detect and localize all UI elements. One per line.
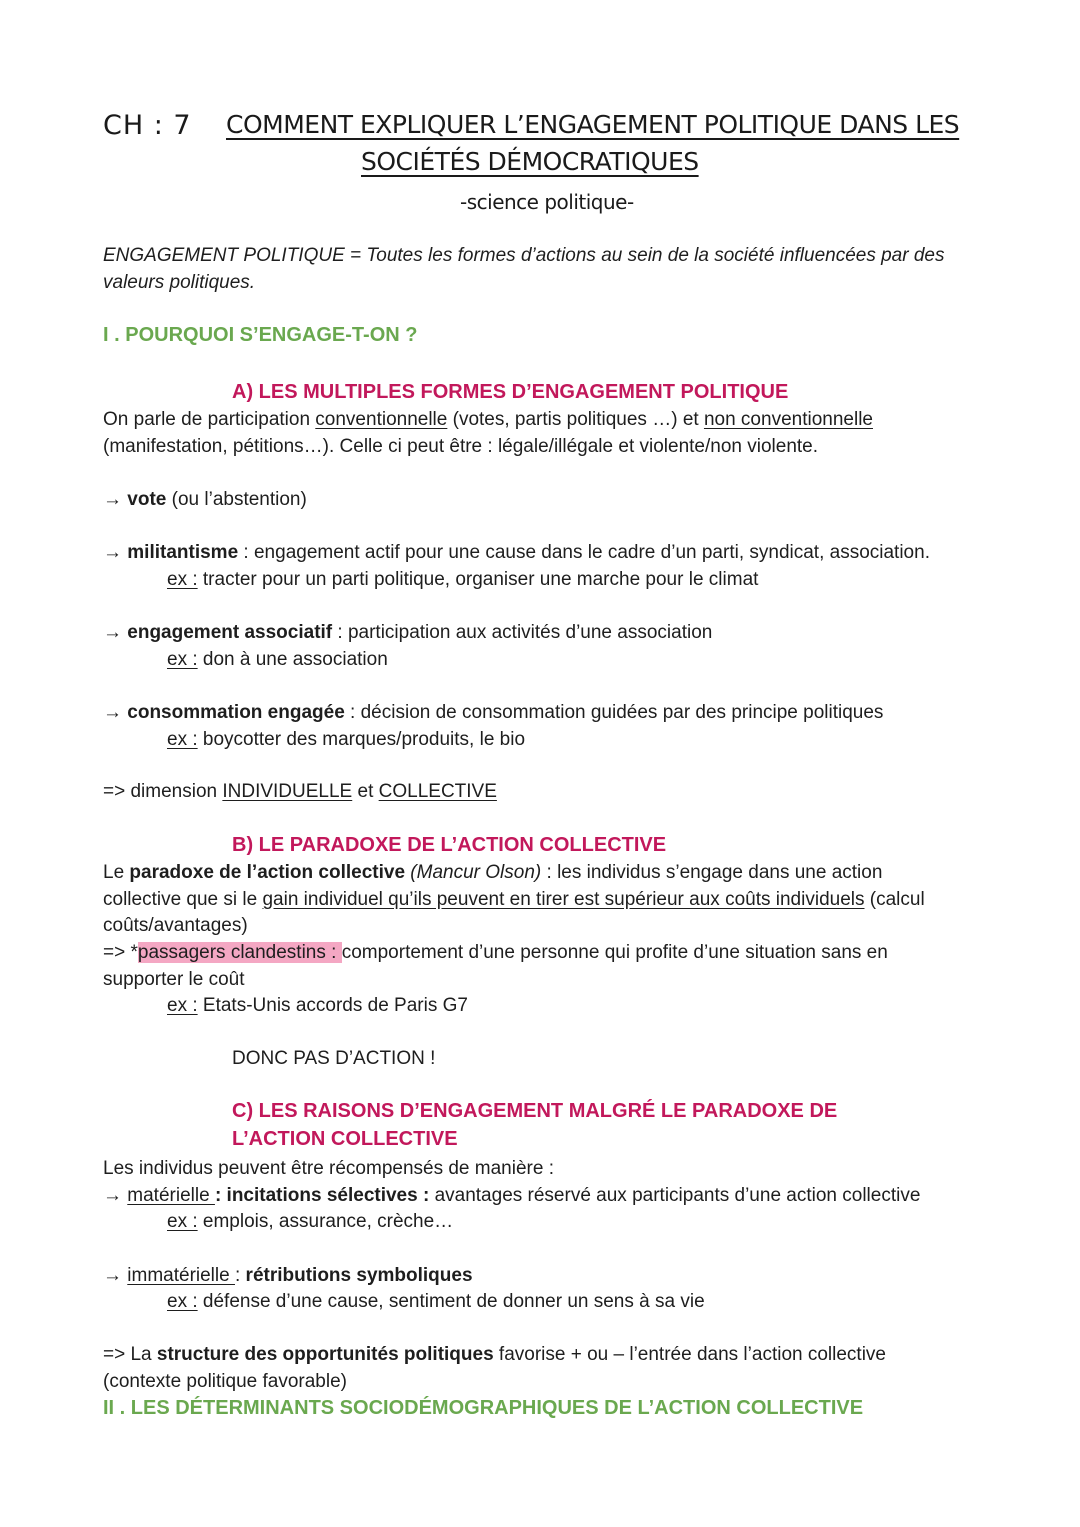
passagers-clandestins-line2: supporter le coût	[103, 969, 245, 990]
participation-paragraph-line1: On parle de participation conventionnelle (votes, partis politiques …) et non conventionnelle	[103, 409, 873, 430]
chapter-number: CH : 7	[103, 110, 192, 141]
arrow-icon: →	[103, 1185, 128, 1206]
chapter-title-line2: SOCIÉTÉS DÉMOCRATIQUES	[361, 147, 699, 176]
arrow-icon: →	[103, 489, 128, 510]
dimension-conclusion: => dimension INDIVIDUELLE et COLLECTIVE	[103, 781, 497, 802]
participation-paragraph-line2: (manifestation, pétitions…). Celle ci peut être : légale/illégale et violente/non violente.	[103, 436, 819, 457]
paradox-line3: coûts/avantages)	[103, 915, 248, 936]
subsection-c-heading-line2: L’ACTION COLLECTIVE	[232, 1128, 458, 1150]
arrow-icon: →	[103, 702, 128, 723]
definition-line2: valeurs politiques.	[103, 272, 256, 293]
example-militantisme: ex : tracter pour un parti politique, organiser une marche pour le climat	[167, 569, 759, 590]
chapter-subtitle: -science politique-	[460, 190, 634, 214]
subsection-a-heading: A) LES MULTIPLES FORMES D’ENGAGEMENT POLITIQUE	[232, 381, 789, 403]
passagers-clandestins-line: => *passagers clandestins : comportement d’une personne qui profite d’une situation sans en	[103, 942, 888, 963]
highlighted-term: passagers clandestins :	[137, 942, 342, 963]
list-item-immaterielle: → immatérielle : rétributions symboliques	[103, 1265, 473, 1286]
example-associatif: ex : don à une association	[167, 649, 388, 670]
list-item-materielle: → matérielle : incitations sélectives : avantages réservé aux participants d’une action collective	[103, 1185, 921, 1206]
section-1-heading: I . POURQUOI S’ENGAGE-T-ON ?	[103, 324, 418, 346]
section-2-heading: II . LES DÉTERMINANTS SOCIODÉMOGRAPHIQUES DE L’ACTION COLLECTIVE	[103, 1397, 864, 1419]
subsection-b-heading: B) LE PARADOXE DE L’ACTION COLLECTIVE	[232, 834, 667, 856]
list-item-vote: → vote (ou l’abstention)	[103, 489, 307, 510]
example-paradoxe: ex : Etats-Unis accords de Paris G7	[167, 995, 468, 1016]
paradox-conclusion: DONC PAS D’ACTION !	[232, 1048, 436, 1069]
arrow-icon: →	[103, 622, 128, 643]
chapter-title-line1: COMMENT EXPLIQUER L’ENGAGEMENT POLITIQUE DANS LES	[226, 110, 960, 139]
paradox-line1: Le paradoxe de l’action collective (Mancur Olson) : les individus s’engage dans une action	[103, 862, 883, 883]
list-item-engagement-associatif: → engagement associatif : participation aux activités d’une association	[103, 622, 713, 643]
example-consommation: ex : boycotter des marques/produits, le bio	[167, 729, 526, 750]
definition-line1: ENGAGEMENT POLITIQUE = Toutes les formes d’actions au sein de la société influencées par des	[103, 245, 945, 266]
list-item-consommation-engagee: → consommation engagée : décision de consommation guidées par des principe politiques	[103, 702, 884, 723]
example-materielle: ex : emplois, assurance, crèche…	[167, 1211, 454, 1232]
paradox-line2: collective que si le gain individuel qu’ils peuvent en tirer est supérieur aux coûts individuels (calcul	[103, 889, 925, 910]
rewards-intro: Les individus peuvent être récompensés de manière :	[103, 1158, 554, 1179]
example-immaterielle: ex : défense d’une cause, sentiment de donner un sens à sa vie	[167, 1291, 705, 1312]
arrow-icon: →	[103, 542, 128, 563]
opportunity-structure-line1: => La structure des opportunités politiques favorise + ou – l’entrée dans l’action collective	[103, 1344, 886, 1365]
opportunity-structure-line2: (contexte politique favorable)	[103, 1371, 347, 1392]
list-item-militantisme: → militantisme : engagement actif pour une cause dans le cadre d’un parti, syndicat, association.	[103, 542, 930, 563]
arrow-icon: →	[103, 1265, 128, 1286]
subsection-c-heading-line1: C) LES RAISONS D’ENGAGEMENT MALGRÉ LE PARADOXE DE	[232, 1100, 838, 1122]
